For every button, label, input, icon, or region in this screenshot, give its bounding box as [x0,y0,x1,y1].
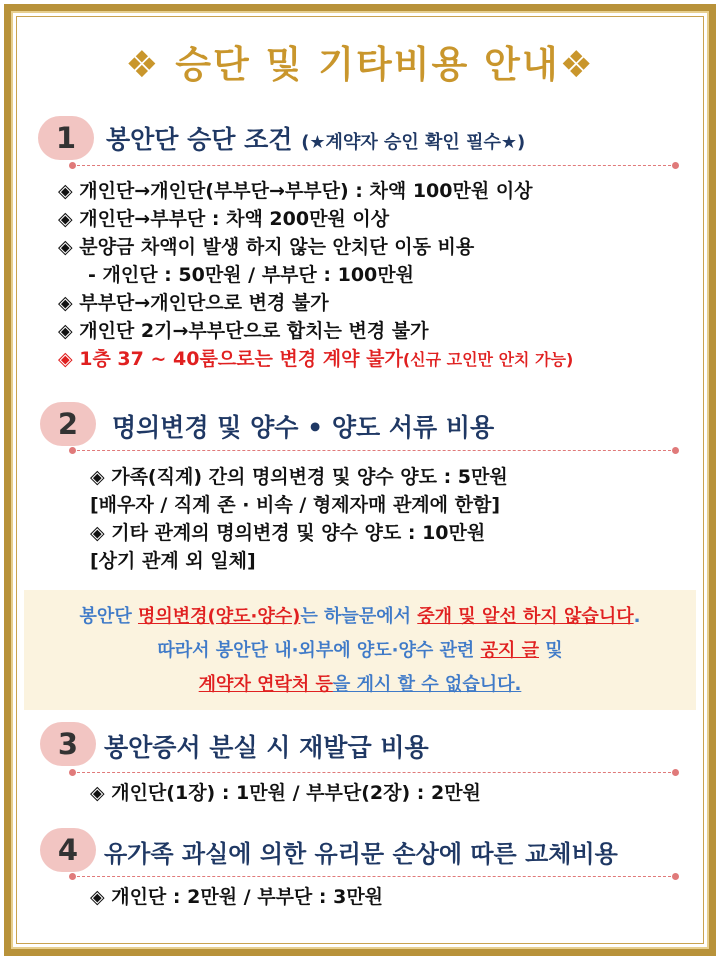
divider-dot [672,769,679,776]
section-4-line-1: ◈ 개인단 : 2만원 / 부부단 : 3만원 [90,886,384,908]
section-3-title: 봉안증서 분실 시 재발급 비용 [104,733,429,762]
section-3-divider [72,772,676,773]
divider-dot [672,873,679,880]
notice-line-2 [24,634,696,668]
notice-highlight: 공지 글 [480,640,539,661]
notice-highlight: 계약자 연락처 등 [198,674,333,695]
section-1-divider [72,165,676,166]
section-3-line-1: ◈ 개인단(1장) : 1만원 / 부부단(2장) : 2만원 [90,782,481,804]
section-2-line-2: [배우자 / 직계 존 · 비속 / 형제자매 관계에 한함] [90,494,501,516]
notice-text: 을 게시 할 수 없습니다. [332,674,522,695]
section-2-line-4: [상기 관계 외 일체] [90,550,256,572]
section-4-badge: 4 [40,828,96,872]
notice-text: 봉안단 [79,606,138,627]
page-title: ❖ 승단 및 기타비용 안내❖ [125,43,595,86]
section-1-badge: 1 [38,116,94,160]
section-1-title-text: 봉안단 승단 조건 [106,125,293,154]
divider-dot [672,447,679,454]
section-1-title [106,120,525,156]
notice-text: 는 하늘문에서 [300,606,418,627]
divider-dot [69,769,76,776]
section-3-badge: 3 [40,722,96,766]
section-4-divider [72,876,676,877]
notice-text: . [633,606,641,627]
divider-dot [69,447,76,454]
section-1-line-3: ◈ 분양금 차액이 발생 하지 않는 안치단 이동 비용 [58,236,475,258]
notice-text: 및 [539,640,563,661]
section-1-line-4: - 개인단 : 50만원 / 부부단 : 100만원 [88,264,414,286]
section-2-line-3: ◈ 기타 관계의 명의변경 및 양수 양도 : 10만원 [90,522,486,544]
section-1-line-5: ◈ 부부단→개인단으로 변경 불가 [58,292,329,314]
notice-line-1 [24,600,696,634]
notice-box [24,590,696,710]
divider-dot [69,162,76,169]
notice-line-3 [24,668,696,702]
section-1-red-line [58,346,573,373]
section-2-badge: 2 [40,402,96,446]
section-2-title: 명의변경 및 양수 • 양도 서류 비용 [112,413,495,442]
notice-highlight: 중개 및 알선 하지 않습니다 [417,606,634,627]
section-1-line-6: ◈ 개인단 2기→부부단으로 합치는 변경 불가 [58,320,429,342]
divider-dot [69,873,76,880]
section-2-divider [72,450,676,451]
section-1-title-note: (★계약자 승인 확인 필수★) [301,132,526,153]
section-4-title: 유가족 과실에 의한 유리문 손상에 따른 교체비용 [104,840,618,868]
section-1-red-text: ◈ 1층 37 ~ 40룸으로는 변경 계약 불가 [58,348,403,370]
section-1-red-note: (신규 고인만 안치 가능) [402,350,574,369]
section-2-line-1: ◈ 가족(직계) 간의 명의변경 및 양수 양도 : 5만원 [90,466,508,488]
section-1-line-1: ◈ 개인단→개인단(부부단→부부단) : 차액 100만원 이상 [58,180,533,202]
notice-highlight: 명의변경(양도·양수) [137,606,301,627]
section-1-line-2: ◈ 개인단→부부단 : 차액 200만원 이상 [58,208,390,230]
notice-text: 따라서 봉안단 내·외부에 양도·양수 관련 [157,640,481,661]
divider-dot [672,162,679,169]
